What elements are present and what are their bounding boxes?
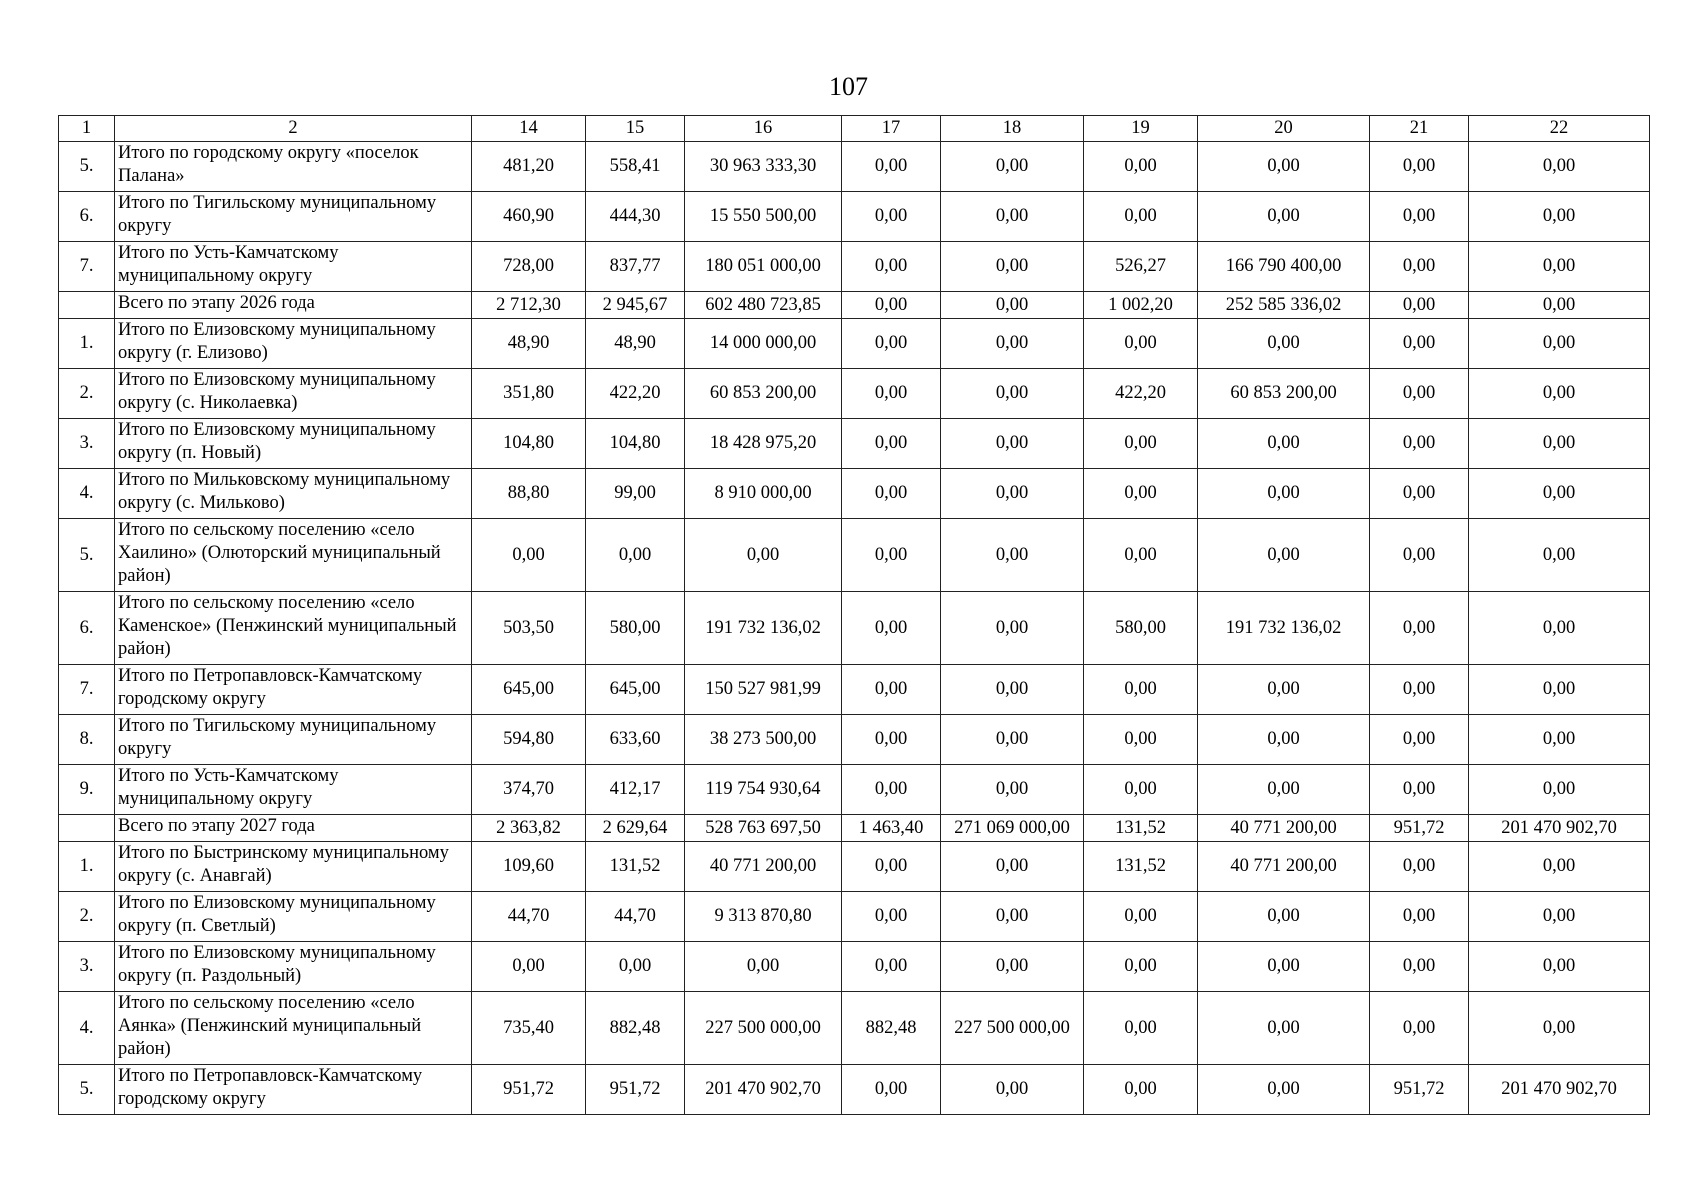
table-cell: 180 051 000,00	[685, 242, 842, 292]
table-cell: 0,00	[842, 142, 941, 192]
table-cell: 0,00	[1370, 592, 1469, 665]
table-cell: 882,48	[586, 992, 685, 1065]
row-name: Итого по Усть-Камчатскому муниципальному округу	[115, 242, 472, 292]
table-cell: 40 771 200,00	[685, 842, 842, 892]
table-cell: 528 763 697,50	[685, 815, 842, 842]
table-cell: 201 470 902,70	[685, 1065, 842, 1115]
row-name: Итого по Елизовскому муниципальному округу (п. Раздольный)	[115, 942, 472, 992]
table-cell: 227 500 000,00	[685, 992, 842, 1065]
table-cell: 0,00	[1084, 192, 1198, 242]
table-cell: 526,27	[1084, 242, 1198, 292]
table-row	[59, 142, 1650, 192]
table-cell: 8 910 000,00	[685, 469, 842, 519]
row-name: Итого по Елизовскому муниципальному округу (г. Елизово)	[115, 319, 472, 369]
table-cell: 351,80	[472, 369, 586, 419]
table-cell: 201 470 902,70	[1469, 1065, 1650, 1115]
header-row	[59, 116, 1650, 142]
table-cell: 0,00	[842, 715, 941, 765]
table-cell: 131,52	[1084, 815, 1198, 842]
row-number: 9.	[59, 765, 115, 815]
table-cell: 0,00	[1198, 519, 1370, 592]
table-cell: 0,00	[1469, 242, 1650, 292]
table-cell: 0,00	[1370, 469, 1469, 519]
table-cell: 412,17	[586, 765, 685, 815]
column-header: 20	[1198, 116, 1370, 142]
row-name: Итого по Мильковскому муниципальному округу (с. Мильково)	[115, 469, 472, 519]
table-cell: 191 732 136,02	[1198, 592, 1370, 665]
table-cell: 837,77	[586, 242, 685, 292]
column-header: 2	[115, 116, 472, 142]
table-cell: 0,00	[1198, 1065, 1370, 1115]
table-cell: 460,90	[472, 192, 586, 242]
table-cell: 0,00	[941, 519, 1084, 592]
table-row	[59, 715, 1650, 765]
table-cell: 602 480 723,85	[685, 292, 842, 319]
table-cell: 0,00	[685, 942, 842, 992]
table-cell: 0,00	[941, 765, 1084, 815]
table-cell: 0,00	[842, 665, 941, 715]
table-cell: 0,00	[1198, 469, 1370, 519]
row-number: 1.	[59, 842, 115, 892]
table-cell: 271 069 000,00	[941, 815, 1084, 842]
table-cell: 0,00	[472, 942, 586, 992]
table-cell: 0,00	[1198, 942, 1370, 992]
table-cell: 0,00	[1370, 419, 1469, 469]
table-cell: 0,00	[1198, 665, 1370, 715]
table-cell: 0,00	[941, 142, 1084, 192]
table-cell: 0,00	[941, 592, 1084, 665]
column-header: 16	[685, 116, 842, 142]
table-cell: 0,00	[1370, 142, 1469, 192]
table-cell: 0,00	[1469, 192, 1650, 242]
table-cell: 0,00	[941, 292, 1084, 319]
table-row	[59, 942, 1650, 992]
table-cell: 0,00	[1084, 419, 1198, 469]
data-table	[58, 115, 1650, 1115]
table-cell: 0,00	[1370, 992, 1469, 1065]
table-cell: 594,80	[472, 715, 586, 765]
table-cell: 0,00	[941, 665, 1084, 715]
table-cell: 0,00	[1084, 519, 1198, 592]
table-cell: 0,00	[1469, 519, 1650, 592]
table-cell: 0,00	[1084, 715, 1198, 765]
table-cell: 44,70	[586, 892, 685, 942]
table-row	[59, 242, 1650, 292]
table-cell: 0,00	[842, 892, 941, 942]
table-cell: 0,00	[1370, 192, 1469, 242]
table-cell: 88,80	[472, 469, 586, 519]
table-cell: 0,00	[1084, 942, 1198, 992]
table-cell: 0,00	[685, 519, 842, 592]
row-name: Итого по Усть-Камчатскому муниципальному округу	[115, 765, 472, 815]
row-number: 5.	[59, 519, 115, 592]
row-number: 7.	[59, 665, 115, 715]
row-number: 1.	[59, 319, 115, 369]
table-cell: 0,00	[1370, 842, 1469, 892]
table-cell: 0,00	[941, 1065, 1084, 1115]
table-cell: 0,00	[586, 942, 685, 992]
table-cell: 0,00	[1370, 942, 1469, 992]
table-row	[59, 369, 1650, 419]
table-row	[59, 842, 1650, 892]
table-cell: 150 527 981,99	[685, 665, 842, 715]
table-cell: 0,00	[472, 519, 586, 592]
table-cell: 2 363,82	[472, 815, 586, 842]
table-cell: 119 754 930,64	[685, 765, 842, 815]
row-name: Итого по Елизовскому муниципальному округу (п. Светлый)	[115, 892, 472, 942]
table-row	[59, 192, 1650, 242]
row-name: Итого по Быстринскому муниципальному округу (с. Анавгай)	[115, 842, 472, 892]
row-number	[59, 292, 115, 319]
row-name: Итого по Елизовскому муниципальному округу (п. Новый)	[115, 419, 472, 469]
table-row	[59, 765, 1650, 815]
column-header: 14	[472, 116, 586, 142]
table-cell: 0,00	[1370, 292, 1469, 319]
table-cell: 0,00	[941, 419, 1084, 469]
table-cell: 18 428 975,20	[685, 419, 842, 469]
column-header: 22	[1469, 116, 1650, 142]
table-cell: 735,40	[472, 992, 586, 1065]
table-cell: 1 463,40	[842, 815, 941, 842]
table-cell: 0,00	[1469, 319, 1650, 369]
table-cell: 38 273 500,00	[685, 715, 842, 765]
table-cell: 60 853 200,00	[1198, 369, 1370, 419]
table-cell: 0,00	[1370, 519, 1469, 592]
table-cell: 9 313 870,80	[685, 892, 842, 942]
table-row	[59, 519, 1650, 592]
table-cell: 0,00	[1370, 319, 1469, 369]
table-cell: 0,00	[586, 519, 685, 592]
table-cell: 0,00	[1084, 992, 1198, 1065]
table-row	[59, 469, 1650, 519]
table-cell: 40 771 200,00	[1198, 815, 1370, 842]
table-cell: 0,00	[941, 192, 1084, 242]
table-cell: 0,00	[1198, 715, 1370, 765]
table-cell: 0,00	[941, 319, 1084, 369]
table-cell: 0,00	[842, 942, 941, 992]
table-cell: 0,00	[1198, 892, 1370, 942]
table-cell: 0,00	[842, 292, 941, 319]
table-cell: 0,00	[842, 1065, 941, 1115]
table-cell: 503,50	[472, 592, 586, 665]
table-cell: 0,00	[1469, 142, 1650, 192]
table-cell: 951,72	[586, 1065, 685, 1115]
table-cell: 2 945,67	[586, 292, 685, 319]
column-header: 15	[586, 116, 685, 142]
row-name: Итого по Тигильскому муниципальному округу	[115, 192, 472, 242]
table-row	[59, 592, 1650, 665]
table-cell: 0,00	[1469, 369, 1650, 419]
row-number: 3.	[59, 419, 115, 469]
table-cell: 444,30	[586, 192, 685, 242]
table-cell: 0,00	[1198, 142, 1370, 192]
table-cell: 0,00	[941, 469, 1084, 519]
table-row	[59, 892, 1650, 942]
table-cell: 166 790 400,00	[1198, 242, 1370, 292]
table-cell: 0,00	[1469, 715, 1650, 765]
table-cell: 580,00	[1084, 592, 1198, 665]
table-cell: 0,00	[1469, 842, 1650, 892]
table-cell: 60 853 200,00	[685, 369, 842, 419]
row-number	[59, 815, 115, 842]
table-cell: 0,00	[1469, 942, 1650, 992]
row-number: 3.	[59, 942, 115, 992]
table-cell: 481,20	[472, 142, 586, 192]
table-cell: 15 550 500,00	[685, 192, 842, 242]
table-cell: 0,00	[1370, 242, 1469, 292]
column-header: 19	[1084, 116, 1198, 142]
table-cell: 227 500 000,00	[941, 992, 1084, 1065]
table-cell: 951,72	[1370, 815, 1469, 842]
table-cell: 0,00	[1469, 592, 1650, 665]
table-cell: 48,90	[472, 319, 586, 369]
table-row	[59, 992, 1650, 1065]
table-cell: 0,00	[1370, 369, 1469, 419]
table-cell: 633,60	[586, 715, 685, 765]
table-cell: 2 712,30	[472, 292, 586, 319]
table-cell: 0,00	[1469, 765, 1650, 815]
table-cell: 0,00	[842, 319, 941, 369]
row-name: Итого по сельскому поселению «село Аянка» (Пенжинский муниципальный район)	[115, 992, 472, 1065]
table-cell: 44,70	[472, 892, 586, 942]
table-cell: 0,00	[1469, 892, 1650, 942]
table-cell: 0,00	[941, 715, 1084, 765]
row-number: 5.	[59, 142, 115, 192]
column-header: 21	[1370, 116, 1469, 142]
table-cell: 645,00	[472, 665, 586, 715]
column-header: 18	[941, 116, 1084, 142]
table-cell: 558,41	[586, 142, 685, 192]
table-cell: 422,20	[1084, 369, 1198, 419]
table-cell: 0,00	[1198, 419, 1370, 469]
table-cell: 0,00	[1084, 469, 1198, 519]
table-cell: 30 963 333,30	[685, 142, 842, 192]
column-header: 17	[842, 116, 941, 142]
table-cell: 0,00	[842, 842, 941, 892]
table-cell: 0,00	[941, 842, 1084, 892]
table-cell: 374,70	[472, 765, 586, 815]
table-cell: 1 002,20	[1084, 292, 1198, 319]
total-row	[59, 815, 1650, 842]
table-cell: 0,00	[941, 369, 1084, 419]
table-cell: 0,00	[1469, 665, 1650, 715]
table-cell: 0,00	[1370, 892, 1469, 942]
row-name: Всего по этапу 2026 года	[115, 292, 472, 319]
table-cell: 645,00	[586, 665, 685, 715]
table-cell: 0,00	[1370, 715, 1469, 765]
row-name: Итого по сельскому поселению «село Каменское» (Пенжинский муниципальный район)	[115, 592, 472, 665]
table-cell: 99,00	[586, 469, 685, 519]
column-header: 1	[59, 116, 115, 142]
table-cell: 131,52	[1084, 842, 1198, 892]
table-cell: 40 771 200,00	[1198, 842, 1370, 892]
table-cell: 0,00	[1084, 665, 1198, 715]
table-cell: 0,00	[1084, 142, 1198, 192]
table-cell: 104,80	[586, 419, 685, 469]
table-cell: 0,00	[1084, 892, 1198, 942]
table-cell: 422,20	[586, 369, 685, 419]
row-name: Итого по Тигильскому муниципальному округу	[115, 715, 472, 765]
row-name: Итого по Елизовскому муниципальному округу (с. Николаевка)	[115, 369, 472, 419]
table-row	[59, 1065, 1650, 1115]
table-cell: 0,00	[1370, 765, 1469, 815]
table-cell: 728,00	[472, 242, 586, 292]
table-cell: 48,90	[586, 319, 685, 369]
table-row	[59, 419, 1650, 469]
table-cell: 109,60	[472, 842, 586, 892]
table-cell: 0,00	[941, 242, 1084, 292]
row-number: 5.	[59, 1065, 115, 1115]
table-row	[59, 319, 1650, 369]
table-cell: 104,80	[472, 419, 586, 469]
table-cell: 0,00	[1198, 319, 1370, 369]
table-cell: 951,72	[472, 1065, 586, 1115]
table-cell: 0,00	[1084, 1065, 1198, 1115]
table-cell: 0,00	[842, 419, 941, 469]
row-name: Итого по Петропавловск-Камчатскому городскому округу	[115, 665, 472, 715]
table-cell: 0,00	[842, 242, 941, 292]
table-cell: 0,00	[941, 892, 1084, 942]
table-cell: 0,00	[1469, 469, 1650, 519]
total-row	[59, 292, 1650, 319]
table-cell: 0,00	[842, 369, 941, 419]
row-number: 6.	[59, 192, 115, 242]
table-cell: 882,48	[842, 992, 941, 1065]
table-cell: 580,00	[586, 592, 685, 665]
table-cell: 0,00	[1084, 765, 1198, 815]
table-cell: 0,00	[842, 469, 941, 519]
row-name: Итого по Петропавловск-Камчатскому городскому округу	[115, 1065, 472, 1115]
table-row	[59, 665, 1650, 715]
row-number: 4.	[59, 992, 115, 1065]
row-number: 2.	[59, 892, 115, 942]
table-cell: 951,72	[1370, 1065, 1469, 1115]
table-cell: 14 000 000,00	[685, 319, 842, 369]
table-cell: 0,00	[842, 765, 941, 815]
table-cell: 252 585 336,02	[1198, 292, 1370, 319]
row-number: 7.	[59, 242, 115, 292]
table-cell: 2 629,64	[586, 815, 685, 842]
row-number: 6.	[59, 592, 115, 665]
table-cell: 0,00	[842, 519, 941, 592]
row-name: Итого по сельскому поселению «село Хаилино» (Олюторский муниципальный район)	[115, 519, 472, 592]
row-number: 8.	[59, 715, 115, 765]
table-cell: 0,00	[1370, 665, 1469, 715]
row-number: 4.	[59, 469, 115, 519]
table-cell: 0,00	[1084, 319, 1198, 369]
table-cell: 191 732 136,02	[685, 592, 842, 665]
row-name: Всего по этапу 2027 года	[115, 815, 472, 842]
table-cell: 0,00	[1469, 292, 1650, 319]
row-name: Итого по городскому округу «поселок Палана»	[115, 142, 472, 192]
table-cell: 0,00	[842, 592, 941, 665]
table-cell: 0,00	[941, 942, 1084, 992]
table-cell: 0,00	[1198, 192, 1370, 242]
table-cell: 201 470 902,70	[1469, 815, 1650, 842]
page-number: 107	[829, 72, 868, 101]
table-cell: 0,00	[842, 192, 941, 242]
table-cell: 0,00	[1469, 419, 1650, 469]
table-cell: 131,52	[586, 842, 685, 892]
table-cell: 0,00	[1469, 992, 1650, 1065]
table-cell: 0,00	[1198, 765, 1370, 815]
row-number: 2.	[59, 369, 115, 419]
table-cell: 0,00	[1198, 992, 1370, 1065]
